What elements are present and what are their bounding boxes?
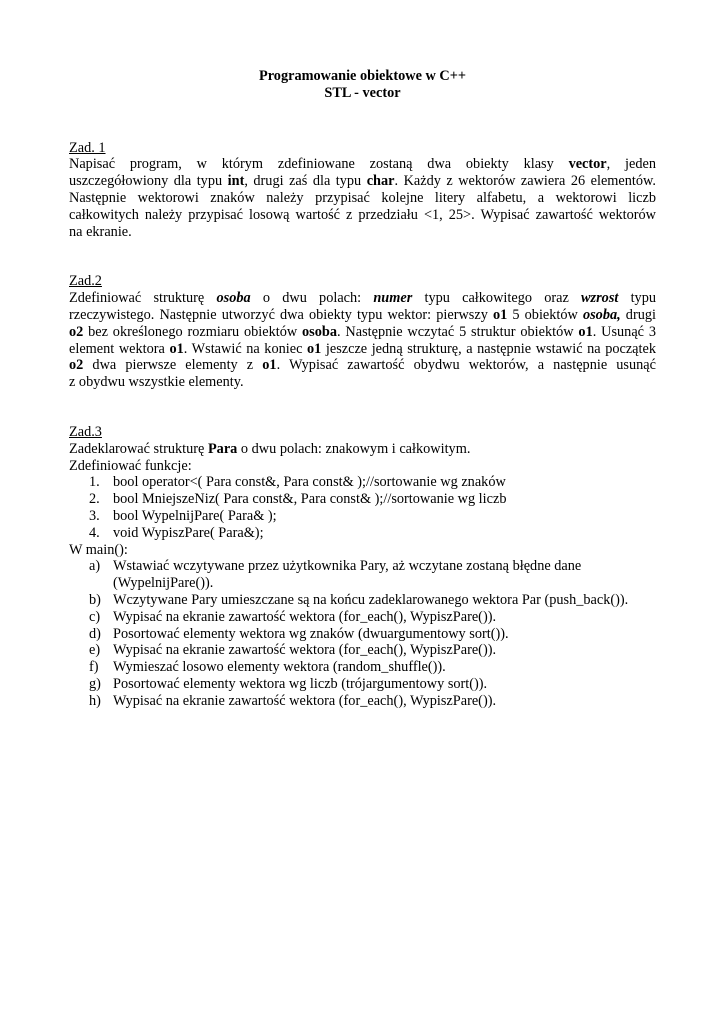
task-2-line-4	[69, 341, 656, 358]
task-2-line-3	[69, 324, 656, 341]
step-text-continued: (WypelnijPare()).	[113, 575, 214, 592]
functions-list	[69, 474, 656, 541]
term-osoba: osoba	[216, 290, 251, 307]
step-item	[69, 659, 656, 676]
step-text: Wczytywane Pary umieszczane są na końcu zadeklarowanego wektora Par (push_back()).	[113, 591, 629, 608]
term-para: Para	[207, 440, 238, 457]
step-item	[69, 693, 656, 710]
text-run: uszczegółowiony dla typu	[69, 173, 228, 190]
term-o2: o2	[69, 323, 84, 340]
task-2-heading: Zad.2	[69, 273, 102, 290]
task-3	[69, 424, 656, 710]
text-run: rzeczywistego. Następnie utworzyć dwa obiekty typu wektor: pierwszy	[69, 306, 493, 323]
text-run: . Usunąć 3	[592, 323, 656, 340]
step-text: Wypisać na ekranie zawartość wektora (for_each(), WypiszPare()).	[113, 642, 497, 659]
text-run: typu całkowitego oraz	[412, 290, 582, 307]
function-item	[69, 491, 656, 508]
step-item	[69, 642, 656, 659]
step-item	[69, 609, 656, 626]
task-1	[69, 140, 656, 241]
list-letter: b)	[89, 591, 101, 608]
task-1-line-2	[69, 173, 656, 190]
text-run: jeszcze jedną strukturę, a następnie wstawić na początek	[321, 340, 656, 357]
main-label: W main():	[69, 541, 128, 558]
list-number: 1.	[89, 474, 100, 491]
list-number: 3.	[89, 507, 100, 524]
step-item	[69, 558, 656, 592]
term-osoba: osoba	[302, 323, 337, 340]
task-2-line-5	[69, 357, 656, 374]
task-1-line-4: całkowitych należy przypisać losową wartość z przedziału <1, 25>. Wypisać zawartość wektorów	[69, 206, 656, 223]
document-content	[69, 68, 656, 710]
title-line-1: Programowanie obiektowe w C++	[258, 68, 467, 84]
main-steps-list	[69, 558, 656, 709]
text-run: element wektora	[69, 340, 170, 357]
text-run: o dwu polach: znakowym i całkowitym.	[237, 440, 471, 457]
text-run: . Wstawić na koniec	[183, 340, 307, 357]
step-text: Wypisać na ekranie zawartość wektora (for_each(), WypiszPare()).	[113, 692, 497, 709]
term-numer: numer	[373, 290, 413, 307]
function-signature: bool WypelnijPare( Para& );	[113, 507, 277, 524]
function-signature: bool operator<( Para const&, Para const& );//sortowanie wg znaków	[113, 474, 506, 491]
term-o1: o1	[492, 306, 508, 323]
task-2-line-1	[69, 290, 656, 307]
term-o1: o1	[262, 357, 277, 374]
task-2-line-2	[69, 307, 656, 324]
text-run: o dwu polach:	[250, 290, 374, 307]
term-o1: o1	[307, 340, 322, 357]
task-1-heading: Zad. 1	[69, 139, 106, 156]
list-letter: f)	[89, 659, 99, 676]
text-run: . Każdy z wektorów zawiera 26 elementów.	[394, 173, 656, 190]
step-text: Wypisać na ekranie zawartość wektora (for_each(), WypiszPare()).	[113, 608, 497, 625]
term-wzrost: wzrost	[581, 290, 619, 307]
task-1-line-1	[69, 156, 656, 173]
list-letter: d)	[89, 625, 101, 642]
term-osoba: osoba,	[582, 306, 621, 323]
step-text: Wymieszać losowo elementy wektora (random_shuffle()).	[113, 659, 446, 676]
functions-label: Zdefiniować funkcje:	[69, 457, 192, 474]
text-run: . Wypisać zawartość obydwu wektorów, a następnie usunąć	[276, 357, 656, 374]
text-run: , drugi zaś dla typu	[244, 173, 367, 190]
step-text: Wstawiać wczytywane przez użytkownika Pary, aż wczytane zostaną błędne dane	[113, 558, 582, 575]
task-2-line-6: z obydwu wszystkie elementy.	[69, 374, 244, 391]
text-run: bez określonego rozmiaru obiektów	[83, 323, 303, 340]
text-run: Zdefiniować strukturę	[69, 290, 217, 307]
term-o1: o1	[169, 340, 184, 357]
text-run: Zadeklarować strukturę	[69, 440, 208, 457]
list-number: 4.	[89, 524, 100, 541]
function-item	[69, 474, 656, 491]
list-number: 2.	[89, 491, 100, 508]
step-text: Posortować elementy wektora wg znaków (dwuargumentowy sort()).	[113, 625, 509, 642]
list-letter: e)	[89, 642, 101, 659]
step-item	[69, 592, 656, 609]
step-item	[69, 676, 656, 693]
text-run: , jeden	[606, 156, 656, 173]
task-3-intro	[69, 441, 656, 458]
list-letter: c)	[89, 608, 101, 625]
text-run: 5 obiektów	[507, 306, 583, 323]
term-o2: o2	[69, 357, 84, 374]
text-run: drugi	[620, 306, 656, 323]
function-signature: bool MniejszeNiz( Para const&, Para const& );//sortowanie wg liczb	[113, 491, 507, 508]
keyword-char: char	[366, 173, 395, 190]
keyword-vector: vector	[568, 156, 607, 173]
text-run: . Następnie wczytać 5 struktur obiektów	[336, 323, 579, 340]
text-run: Napisać program, w którym zdefiniowane zostaną dwa obiekty klasy	[69, 156, 569, 173]
step-text: Posortować elementy wektora wg liczb (trójargumentowy sort()).	[113, 675, 488, 692]
document-title	[69, 68, 656, 102]
step-item	[69, 626, 656, 643]
function-item	[69, 525, 656, 542]
task-2	[69, 273, 656, 391]
function-signature: void WypiszPare( Para&);	[113, 524, 264, 541]
title-line-2: STL - vector	[324, 84, 401, 101]
list-letter: g)	[89, 675, 101, 692]
function-item	[69, 508, 656, 525]
task-1-line-3: Następnie wektorowi znaków należy przypisać kolejne litery alfabetu, a wektorowi liczb	[69, 189, 656, 206]
task-3-heading: Zad.3	[69, 423, 102, 440]
text-run: dwa pierwsze elementy z	[83, 357, 263, 374]
text-run: typu	[618, 290, 657, 307]
list-letter: h)	[89, 692, 101, 709]
term-o1: o1	[578, 323, 593, 340]
list-letter: a)	[89, 558, 101, 575]
task-1-line-5: na ekranie.	[69, 223, 132, 240]
keyword-int: int	[227, 173, 245, 190]
